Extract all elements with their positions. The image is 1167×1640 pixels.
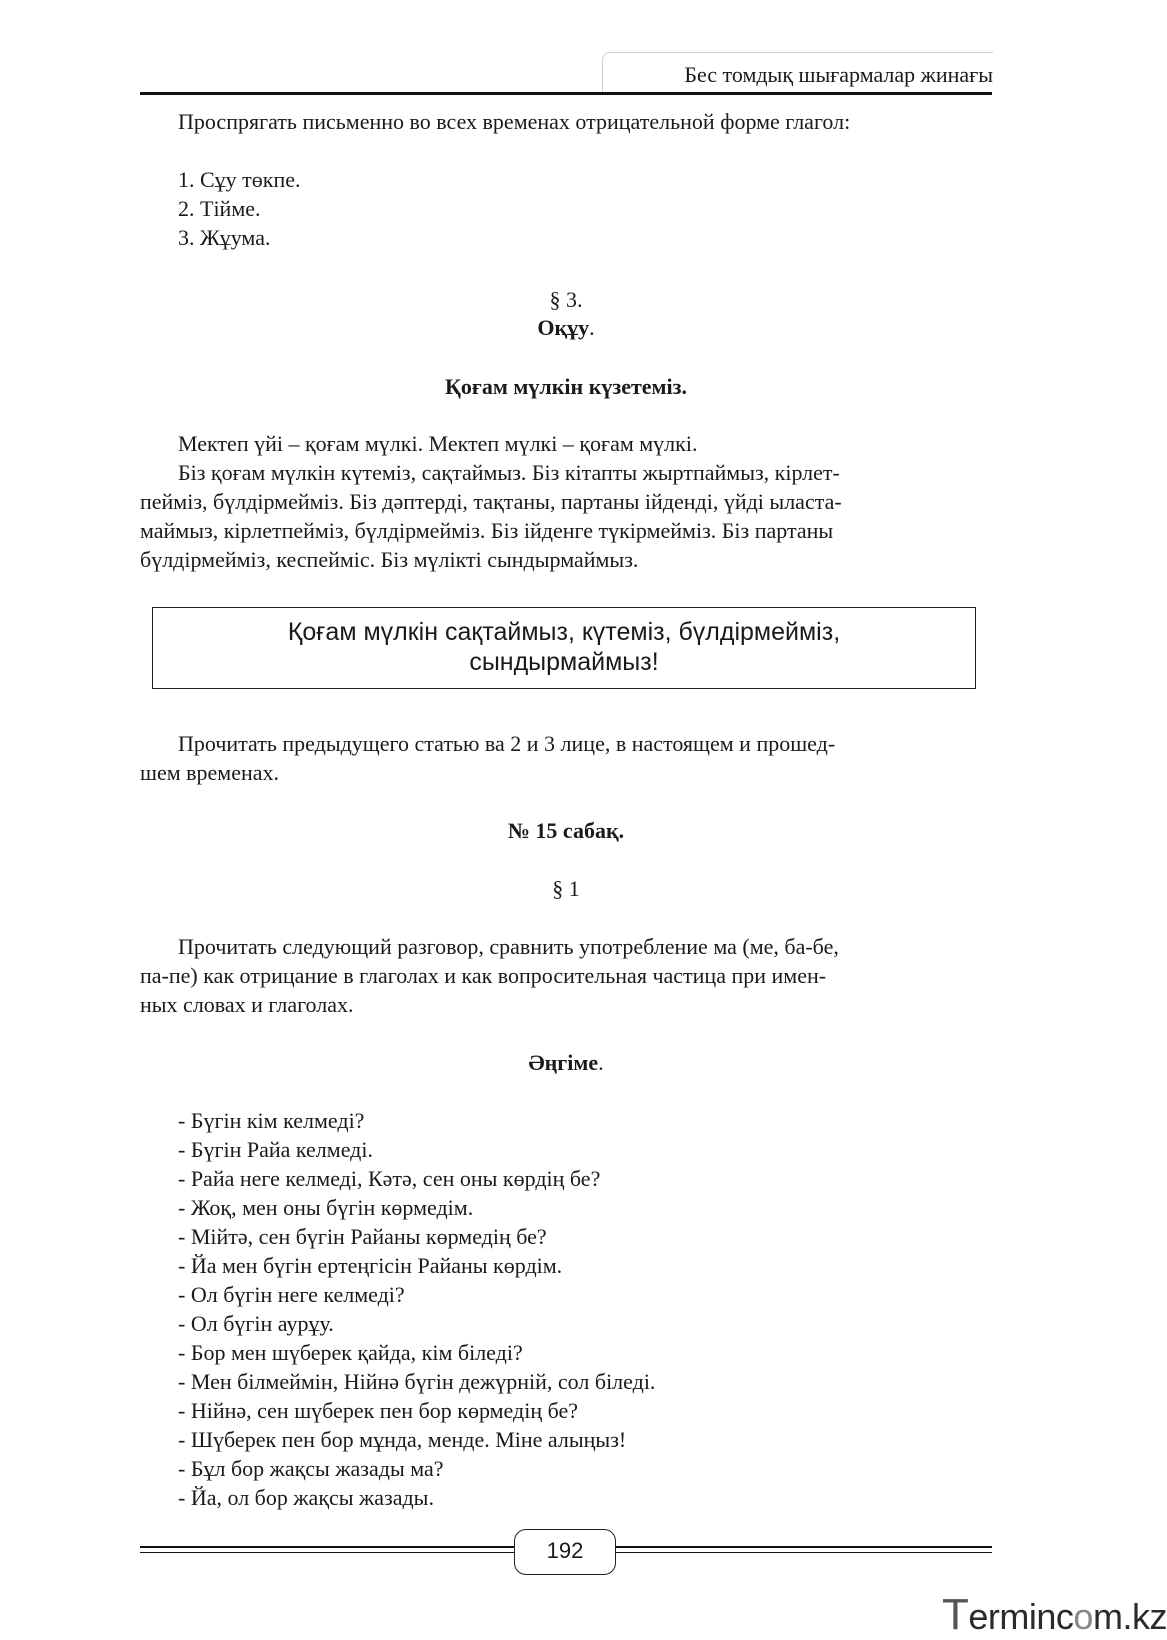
dialogue-line: - Жоқ, мен оны бүгін көрмедім. bbox=[178, 1195, 474, 1220]
section-heading: Оқұу. bbox=[537, 315, 595, 340]
footer-rule-right bbox=[616, 1546, 992, 1548]
slogan-line: сындырмаймыз! bbox=[469, 648, 659, 676]
dialogue-line: - Бор мен шүберек қайда, кім біледі? bbox=[178, 1340, 523, 1365]
footer-rule-left-thin bbox=[140, 1552, 514, 1553]
verb-item: 1. Сұу төкпе. bbox=[178, 167, 301, 192]
section-mark: § 3. bbox=[549, 287, 583, 312]
header-rule bbox=[140, 92, 992, 95]
dialogue-line: - Нійнә, сен шүберек пен бор көрмедің бе? bbox=[178, 1398, 579, 1423]
watermark-logo: Termincom.kz bbox=[942, 1590, 1167, 1639]
instruction-conjugate: Проспрягать письменно во всех временах отрицательной форме глагол: bbox=[178, 109, 851, 134]
dialogue-line: - Бүгін Райа келмеді. bbox=[178, 1137, 373, 1162]
dialogue-line: - Бұл бор жақсы жазады ма? bbox=[178, 1456, 444, 1481]
reading-line: Мектеп үйі – қоғам мүлкі. Мектеп мүлкі – қоғам мүлкі. bbox=[178, 431, 698, 456]
reading-line: Біз қоғам мүлкін күтеміз, сақтаймыз. Біз кітапты жыртпаймыз, кірлет- bbox=[178, 460, 840, 485]
section-mark: § 1 bbox=[552, 876, 580, 901]
dialogue-line: - Мійтә, сен бүгін Райаны көрмедің бе? bbox=[178, 1224, 547, 1249]
reading-line: маймыз, кірлетпейміз, бүлдірмейміз. Біз ійденге түкірмейміз. Біз партаны bbox=[140, 518, 834, 543]
section-title: Оқұу bbox=[537, 315, 590, 340]
footer-rule-right-thin bbox=[616, 1552, 992, 1553]
dialogue-line: - Райа неге келмеді, Кәтә, сен оны көрдің бе? bbox=[178, 1166, 601, 1191]
instruction-dialogue-line: Прочитать следующий разговор, сравнить употребление ма (ме, ба-бе, bbox=[178, 934, 839, 959]
reading-line: пейміз, бүлдірмейміз. Біз дәптерді, тақтаны, партаны ійденді, үйді ыласта- bbox=[140, 489, 842, 514]
dialogue-line: - Ол бүгін аурұу. bbox=[178, 1311, 334, 1336]
dialogue-title: Әңгіме bbox=[528, 1050, 599, 1075]
running-header-title: Бес томдық шығармалар жинағы bbox=[684, 62, 993, 87]
dialogue-heading: Әңгіме. bbox=[528, 1050, 604, 1075]
running-header bbox=[602, 52, 993, 93]
instruction-dialogue-line: па-пе) как отрицание в глаголах и как вопросительная частица при имен- bbox=[140, 963, 827, 988]
instruction-dialogue-line: ных словах и глаголах. bbox=[140, 992, 354, 1017]
reading-line: бүлдірмейміз, кеспейміс. Біз мүлікті сындырмаймыз. bbox=[140, 547, 639, 572]
dialogue-line: - Бүгін кім келмеді? bbox=[178, 1108, 365, 1133]
dialogue-line: - Йа, ол бор жақсы жазады. bbox=[178, 1485, 434, 1510]
dialogue-line: - Йа мен бүгін ертеңгісін Райаны көрдім. bbox=[178, 1253, 563, 1278]
slogan-box bbox=[152, 607, 976, 689]
verb-item: 2. Тійме. bbox=[178, 196, 261, 221]
dialogue-line: - Шүберек пен бор мұнда, менде. Міне алыңыз! bbox=[178, 1427, 627, 1452]
verb-item: 3. Жұума. bbox=[178, 225, 271, 250]
slogan-line: Қоғам мүлкін сақтаймыз, күтеміз, бүлдірмейміз, bbox=[287, 618, 841, 646]
instruction-read-line: Прочитать предыдущего статью ва 2 и 3 лице, в настоящем и прошед- bbox=[178, 731, 836, 756]
dialogue-line: - Ол бүгін неге келмеді? bbox=[178, 1282, 405, 1307]
dialogue-line: - Мен білмеймін, Нійнә бүгін дежүрній, сол біледі. bbox=[178, 1369, 656, 1394]
instruction-read-line: шем временах. bbox=[140, 760, 280, 785]
footer-rule-left bbox=[140, 1546, 514, 1548]
page-number: 192 bbox=[514, 1529, 616, 1575]
lesson-title: № 15 сабақ. bbox=[507, 818, 625, 843]
reading-title: Қоғам мүлкін күзетеміз. bbox=[444, 374, 687, 399]
